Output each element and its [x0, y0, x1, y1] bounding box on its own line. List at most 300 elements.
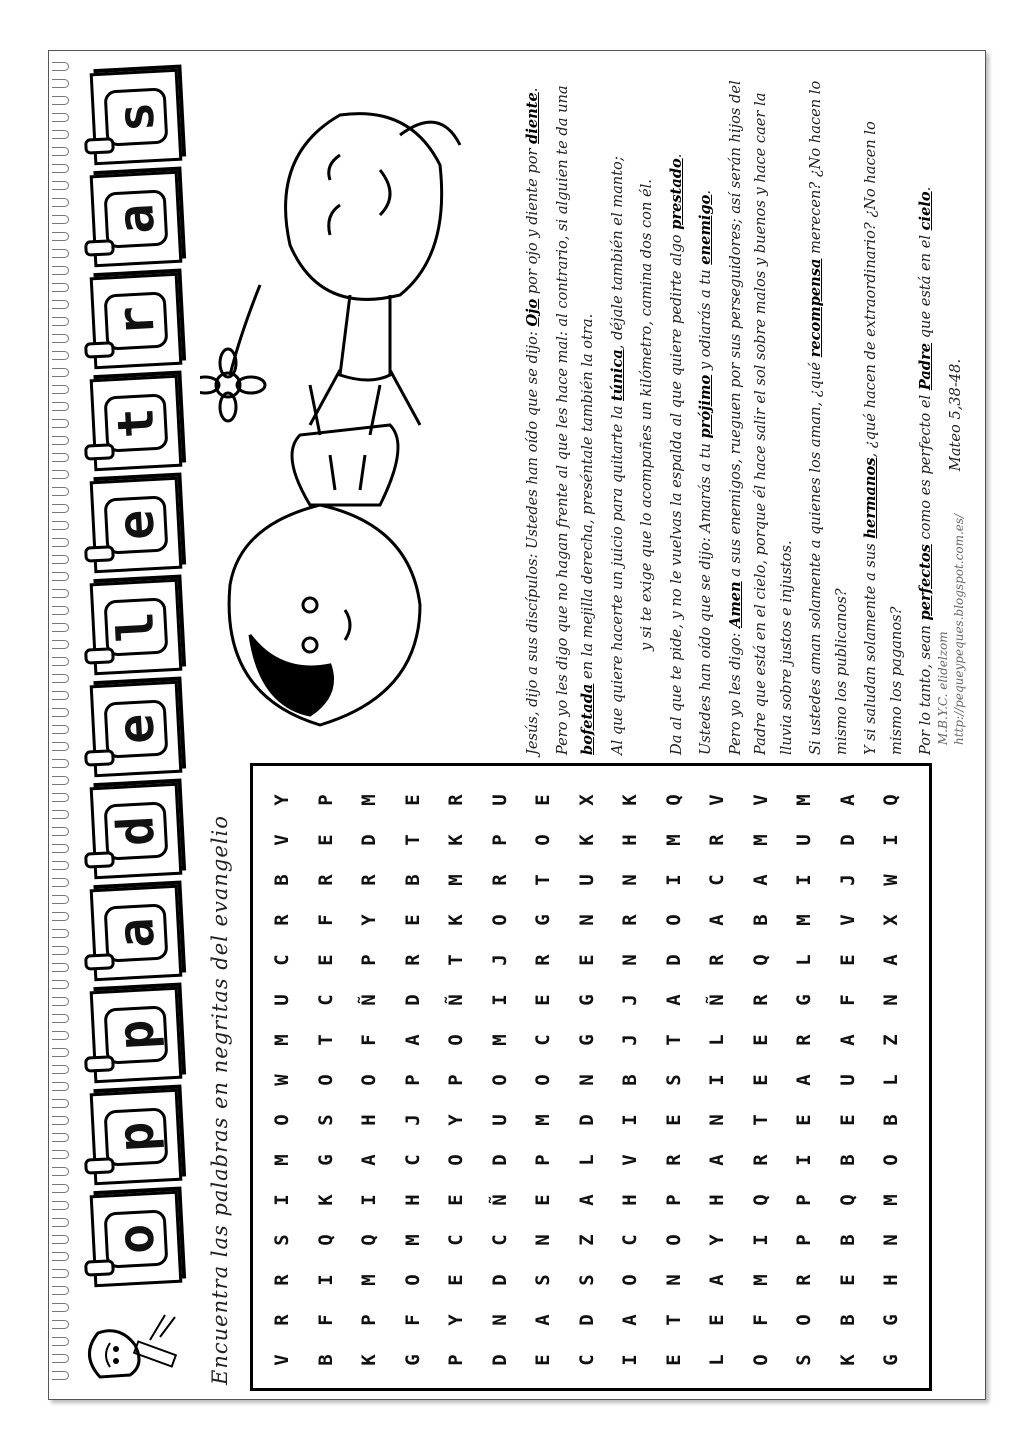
spiral-ring [52, 147, 69, 156]
text-segment: como es perfecto el [917, 390, 934, 545]
grid-cell[interactable]: B [619, 1074, 641, 1086]
grid-cell[interactable]: A [662, 994, 685, 1006]
spiral-ring [52, 1082, 69, 1091]
grid-cell[interactable]: J [401, 1114, 424, 1126]
grid-cell[interactable]: A [706, 914, 728, 926]
grid-cell[interactable]: G [575, 1034, 598, 1046]
spiral-ring [52, 708, 69, 717]
grid-cell[interactable]: A [401, 1034, 424, 1046]
grid-cell[interactable]: K [314, 1194, 337, 1206]
grid-cell[interactable]: O [532, 834, 554, 846]
grid-cell[interactable]: O [793, 1314, 815, 1326]
spiral-ring [52, 759, 69, 768]
grid-cell[interactable]: A [793, 1074, 815, 1086]
grid-cell[interactable]: G [575, 994, 598, 1006]
grid-cell[interactable]: B [880, 1114, 902, 1126]
grid-cell[interactable]: B [271, 874, 293, 886]
spiral-ring [52, 351, 69, 360]
grid-cell[interactable]: U [271, 994, 293, 1006]
grid-cell[interactable]: M [749, 1274, 772, 1286]
gospel-paragraph-3 [605, 75, 631, 755]
grid-cell[interactable]: E [445, 1194, 467, 1206]
grid-cell[interactable]: I [619, 1354, 641, 1366]
grid-cell[interactable]: W [271, 1074, 293, 1086]
grid-cell[interactable]: O [488, 914, 511, 926]
grid-cell[interactable]: G [532, 914, 554, 926]
text-segment: y odiarás a tu [697, 264, 714, 375]
grid-cell[interactable]: A [836, 794, 859, 806]
grid-cell[interactable]: A [706, 1274, 728, 1286]
grid-cell[interactable]: D [401, 994, 424, 1006]
grid-cell[interactable]: T [314, 1034, 337, 1046]
grid-cell[interactable]: D [836, 834, 859, 846]
title-letter-tile [90, 69, 183, 165]
grid-cell[interactable]: J [619, 994, 641, 1006]
grid-row [263, 780, 301, 1380]
title-letter: d [104, 801, 169, 860]
grid-cell[interactable]: N [880, 1234, 902, 1246]
grid-cell[interactable]: H [880, 1274, 902, 1286]
grid-cell[interactable]: E [706, 1314, 728, 1326]
spiral-ring [52, 266, 69, 275]
gospel-paragraph-2 [550, 75, 601, 755]
grid-cell[interactable]: S [532, 1274, 554, 1286]
grid-cell[interactable]: Y [445, 1114, 467, 1126]
blog-url[interactable]: http://pequeypeques.blogspot.com.es/ [952, 513, 966, 745]
grid-cell[interactable]: G [793, 994, 815, 1006]
text-segment: que está en el [917, 230, 934, 343]
grid-cell[interactable]: I [880, 834, 902, 846]
grid-cell[interactable]: L [575, 1154, 598, 1166]
spiral-ring [52, 572, 69, 581]
grid-cell[interactable]: O [314, 1074, 337, 1086]
grid-cell[interactable]: R [793, 1274, 815, 1286]
grid-cell[interactable]: B [401, 874, 424, 886]
grid-cell[interactable]: N [575, 1074, 598, 1086]
paper-clip-icon [84, 545, 115, 563]
spiral-ring [52, 504, 69, 513]
grid-cell[interactable]: C [619, 1234, 641, 1246]
bold-keyword: diente [524, 92, 541, 144]
title-letter-tile [90, 579, 183, 675]
grid-cell[interactable]: D [575, 1314, 598, 1326]
grid-cell[interactable]: Q [749, 1194, 772, 1206]
grid-cell[interactable]: O [662, 1234, 685, 1246]
grid-cell[interactable]: R [706, 954, 728, 966]
grid-cell[interactable]: C [532, 1034, 554, 1046]
grid-cell[interactable]: F [749, 1314, 772, 1326]
grid-cell[interactable]: Q [662, 794, 685, 806]
grid-cell[interactable]: N [619, 954, 641, 966]
grid-cell[interactable]: S [271, 1234, 293, 1246]
grid-cell[interactable]: L [880, 1074, 902, 1086]
spiral-ring [52, 96, 69, 105]
grid-cell[interactable]: O [445, 1034, 467, 1046]
grid-cell[interactable]: I [619, 1114, 641, 1126]
grid-cell[interactable]: G [314, 1154, 337, 1166]
grid-cell[interactable]: N [532, 1234, 554, 1246]
grid-cell[interactable]: R [662, 1154, 685, 1166]
grid-cell[interactable]: E [662, 1354, 685, 1366]
grid-cell[interactable]: E [532, 1354, 554, 1366]
grid-cell[interactable]: L [706, 1034, 728, 1046]
grid-cell[interactable]: A [749, 874, 772, 886]
grid-cell[interactable]: C [271, 954, 293, 966]
grid-cell[interactable]: K [575, 834, 598, 846]
grid-cell[interactable]: M [793, 914, 815, 926]
grid-cell[interactable]: Q [314, 1234, 337, 1246]
title-letter-tile [90, 477, 183, 573]
grid-cell[interactable]: T [532, 874, 554, 886]
grid-cell[interactable]: P [401, 1074, 424, 1086]
spiral-ring [52, 62, 69, 71]
grid-cell[interactable]: N [662, 1274, 685, 1286]
grid-cell[interactable]: I [749, 1234, 772, 1246]
grid-cell[interactable]: B [836, 1234, 859, 1246]
grid-cell[interactable]: O [401, 1274, 424, 1286]
grid-cell[interactable]: E [836, 1274, 859, 1286]
grid-cell[interactable]: Q [880, 794, 902, 806]
grid-cell[interactable]: E [314, 834, 337, 846]
wordsearch-grid[interactable] [250, 763, 932, 1391]
grid-cell[interactable]: R [271, 914, 293, 926]
bold-keyword: bofetada [579, 683, 596, 755]
grid-cell[interactable]: V [749, 794, 772, 806]
spiral-ring [52, 436, 69, 445]
spiral-ring [52, 402, 69, 411]
grid-cell[interactable]: K [619, 794, 641, 806]
grid-cell[interactable]: F [401, 1314, 424, 1326]
grid-cell[interactable]: H [619, 834, 641, 846]
grid-row [524, 780, 562, 1380]
bold-keyword: prestado [667, 158, 685, 230]
grid-row [611, 780, 649, 1380]
grid-cell[interactable]: L [706, 1354, 728, 1366]
title-letter: s [104, 87, 169, 146]
grid-cell[interactable]: M [662, 834, 685, 846]
grid-cell[interactable]: U [793, 834, 815, 846]
grid-cell[interactable]: R [271, 1274, 293, 1286]
grid-cell[interactable]: P [314, 794, 337, 806]
grid-cell[interactable]: E [575, 954, 598, 966]
grid-cell[interactable]: M [401, 1234, 424, 1246]
grid-cell[interactable]: I [271, 1194, 293, 1206]
grid-cell[interactable]: G [880, 1314, 902, 1326]
grid-cell[interactable]: D [488, 1274, 511, 1286]
grid-cell[interactable]: T [401, 834, 424, 846]
grid-cell[interactable]: U [836, 1074, 859, 1086]
spiral-ring [52, 198, 69, 207]
grid-cell[interactable]: X [880, 914, 902, 926]
paper-clip-icon [84, 239, 115, 257]
grid-cell[interactable]: U [488, 1114, 511, 1126]
grid-cell[interactable]: O [488, 1074, 511, 1086]
grid-cell[interactable]: P [445, 1354, 467, 1366]
grid-cell[interactable]: S [575, 1274, 598, 1286]
spiral-ring [52, 1286, 69, 1295]
grid-cell[interactable]: Z [880, 1034, 902, 1046]
grid-cell[interactable]: I [706, 1074, 728, 1086]
text-segment: Ustedes han oído que se dijo: Amarás a tu [697, 438, 714, 755]
grid-cell[interactable]: B [749, 914, 772, 926]
grid-cell[interactable]: M [445, 874, 467, 886]
bold-keyword: perfectos [917, 544, 934, 621]
grid-cell[interactable]: I [793, 1154, 815, 1166]
paper-clip-icon [84, 137, 115, 155]
grid-cell[interactable]: V [706, 794, 728, 806]
grid-cell[interactable]: M [271, 1034, 293, 1046]
grid-cell[interactable]: N [488, 1314, 511, 1326]
grid-cell[interactable]: M [358, 794, 380, 806]
title-letter: e [104, 699, 169, 758]
grid-cell[interactable]: P [793, 1194, 815, 1206]
grid-cell[interactable]: T [662, 1314, 685, 1326]
grid-cell[interactable]: R [749, 994, 772, 1006]
spiral-ring [52, 1218, 69, 1227]
grid-cell[interactable]: O [662, 914, 685, 926]
grid-cell[interactable]: H [358, 1114, 380, 1126]
spiral-ring [52, 657, 69, 666]
grid-cell[interactable]: A [575, 1194, 598, 1206]
grid-cell[interactable]: R [445, 794, 467, 806]
grid-cell[interactable]: T [445, 954, 467, 966]
grid-cell[interactable]: M [271, 1154, 293, 1166]
grid-cell[interactable]: Ñ [488, 1194, 511, 1206]
spiral-ring [52, 215, 69, 224]
grid-cell[interactable]: E [836, 1114, 859, 1126]
grid-cell[interactable]: B [836, 1314, 859, 1326]
grid-cell[interactable]: S [793, 1354, 815, 1366]
bold-keyword: cielo [917, 191, 934, 231]
grid-cell[interactable]: D [488, 1354, 511, 1366]
grid-cell[interactable]: P [358, 1314, 380, 1326]
grid-cell[interactable]: F [314, 914, 337, 926]
grid-cell[interactable]: E [532, 1194, 554, 1206]
spiral-ring [52, 844, 69, 853]
spiral-ring [52, 895, 69, 904]
grid-cell[interactable]: J [488, 954, 511, 966]
grid-cell[interactable]: O [532, 1074, 554, 1086]
grid-cell[interactable]: G [401, 1354, 424, 1366]
title-letter-tile [90, 171, 183, 267]
grid-cell[interactable]: O [271, 1114, 293, 1126]
grid-cell[interactable]: B [836, 1154, 859, 1166]
grid-cell[interactable]: Y [706, 1234, 728, 1246]
grid-cell[interactable]: L [793, 954, 815, 966]
grid-cell[interactable]: E [749, 1034, 772, 1046]
bold-keyword: recompensa [807, 258, 824, 358]
grid-cell[interactable]: I [662, 874, 685, 886]
grid-cell[interactable]: K [358, 1354, 380, 1366]
title-letter-tile [90, 885, 183, 981]
grid-cell[interactable]: Q [358, 1234, 380, 1246]
bold-keyword: Amen [726, 581, 744, 628]
grid-cell[interactable]: E [401, 914, 424, 926]
spiral-ring [52, 555, 69, 564]
grid-row [307, 780, 345, 1380]
grid-cell[interactable]: A [532, 1314, 554, 1326]
grid-cell[interactable]: M [358, 1274, 380, 1286]
grid-cell[interactable]: P [662, 1194, 685, 1206]
grid-cell[interactable]: R [358, 874, 380, 886]
grid-cell[interactable]: O [880, 1154, 902, 1166]
grid-cell[interactable]: C [706, 874, 728, 886]
grid-cell[interactable]: T [749, 1114, 772, 1126]
grid-cell[interactable]: P [445, 1074, 467, 1086]
grid-cell[interactable]: J [836, 874, 859, 886]
spiral-ring [52, 1014, 69, 1023]
grid-cell[interactable]: E [532, 794, 554, 806]
gospel-text [520, 75, 964, 755]
paper-clip-icon [84, 647, 115, 665]
grid-cell[interactable]: A [880, 954, 902, 966]
gospel-paragraph-6 [693, 75, 719, 755]
grid-cell[interactable]: R [488, 874, 511, 886]
grid-cell[interactable]: I [793, 874, 815, 886]
grid-cell[interactable]: A [619, 1314, 641, 1326]
spiral-ring [52, 1184, 69, 1193]
title-letter: e [104, 495, 169, 554]
grid-cell[interactable]: C [575, 1354, 598, 1366]
grid-cell[interactable]: U [488, 794, 511, 806]
grid-cell[interactable]: P [532, 1154, 554, 1166]
spiral-ring [52, 674, 69, 683]
grid-cell[interactable]: R [793, 1034, 815, 1046]
grid-cell[interactable]: O [619, 1274, 641, 1286]
grid-cell[interactable]: R [271, 1314, 293, 1326]
grid-cell[interactable]: V [271, 1354, 293, 1366]
grid-cell[interactable]: W [880, 874, 902, 886]
grid-cell[interactable]: O [749, 1354, 772, 1366]
grid-cell[interactable]: V [271, 834, 293, 846]
grid-cell[interactable]: Y [271, 794, 293, 806]
grid-cell[interactable]: R [401, 954, 424, 966]
text-segment: . [917, 186, 934, 192]
grid-cell[interactable]: K [445, 834, 467, 846]
spiral-ring [52, 249, 69, 258]
grid-cell[interactable]: E [401, 794, 424, 806]
grid-cell[interactable]: N [575, 914, 598, 926]
grid-cell[interactable]: B [314, 1354, 337, 1366]
grid-cell[interactable]: Y [445, 1314, 467, 1326]
grid-cell[interactable]: M [793, 794, 815, 806]
grid-cell[interactable]: Ñ [358, 994, 380, 1006]
grid-cell[interactable]: I [358, 1194, 380, 1206]
grid-cell[interactable]: E [662, 1114, 685, 1126]
grid-cell[interactable]: D [488, 1154, 511, 1166]
grid-cell[interactable]: Y [358, 914, 380, 926]
spiral-ring [52, 878, 69, 887]
grid-cell[interactable]: R [532, 954, 554, 966]
grid-cell[interactable]: D [662, 954, 685, 966]
grid-cell[interactable]: E [532, 994, 554, 1006]
grid-cell[interactable]: A [706, 1154, 728, 1166]
grid-cell[interactable]: F [836, 994, 859, 1006]
bold-keyword: túnica [608, 349, 626, 402]
grid-cell[interactable]: R [706, 834, 728, 846]
grid-cell[interactable]: F [358, 1034, 380, 1046]
grid-cell[interactable]: H [401, 1194, 424, 1206]
grid-cell[interactable]: D [575, 1114, 598, 1126]
grid-cell[interactable]: C [314, 994, 337, 1006]
grid-cell[interactable]: R [619, 914, 641, 926]
grid-cell[interactable]: Q [749, 954, 772, 966]
grid-cell[interactable]: K [445, 914, 467, 926]
spiral-ring [52, 419, 69, 428]
gospel-paragraph-5 [664, 75, 690, 755]
spiral-ring [52, 283, 69, 292]
grid-cell[interactable]: O [358, 1074, 380, 1086]
grid-cell[interactable]: S [314, 1114, 337, 1126]
grid-cell[interactable]: C [445, 1234, 467, 1246]
grid-cell[interactable]: E [445, 1274, 467, 1286]
grid-cell[interactable]: H [619, 1194, 641, 1206]
spiral-ring [52, 1235, 69, 1244]
grid-cell[interactable]: N [880, 994, 902, 1006]
grid-cell[interactable]: A [358, 1154, 380, 1166]
grid-cell[interactable]: C [401, 1154, 424, 1166]
grid-cell[interactable]: R [314, 874, 337, 886]
grid-cell[interactable]: E [314, 954, 337, 966]
grid-cell[interactable]: U [575, 874, 598, 886]
grid-cell[interactable]: A [836, 1034, 859, 1046]
gospel-paragraph-1 [520, 75, 546, 755]
grid-cell[interactable]: M [488, 1034, 511, 1046]
title-letter: o [104, 1209, 169, 1268]
grid-cell[interactable]: Q [836, 1194, 859, 1206]
grid-cell[interactable]: S [662, 1074, 685, 1086]
spiral-ring [52, 980, 69, 989]
spiral-ring [52, 742, 69, 751]
grid-cell[interactable]: M [532, 1114, 554, 1126]
grid-cell[interactable]: P [793, 1234, 815, 1246]
grid-cell[interactable]: N [706, 1114, 728, 1126]
grid-cell[interactable]: Ñ [445, 994, 467, 1006]
grid-cell[interactable]: Ñ [706, 994, 728, 1006]
grid-cell[interactable]: V [836, 914, 859, 926]
gospel-paragraph-4: y si te exige que lo acompañes un kilómetro, camina dos con él. [638, 179, 655, 651]
paper-clip-icon [84, 851, 115, 869]
grid-cell[interactable]: K [836, 1354, 859, 1366]
grid-cell[interactable]: T [662, 1034, 685, 1046]
grid-cell[interactable]: R [749, 1154, 772, 1166]
grid-cell[interactable]: E [836, 954, 859, 966]
grid-cell[interactable]: E [749, 1074, 772, 1086]
grid-cell[interactable]: M [880, 1194, 902, 1206]
grid-cell[interactable]: O [445, 1154, 467, 1166]
grid-cell[interactable]: I [314, 1274, 337, 1286]
grid-cell[interactable]: F [314, 1314, 337, 1326]
grid-cell[interactable]: J [619, 1034, 641, 1046]
spiral-ring [52, 1337, 69, 1346]
title-letter: l [104, 597, 169, 656]
grid-cell[interactable]: M [749, 834, 772, 846]
grid-cell[interactable]: Z [575, 1234, 598, 1246]
grid-cell[interactable]: G [880, 1354, 902, 1366]
grid-cell[interactable]: P [488, 834, 511, 846]
grid-cell[interactable]: P [358, 954, 380, 966]
grid-cell[interactable]: X [575, 794, 598, 806]
grid-cell[interactable]: H [706, 1194, 728, 1206]
grid-cell[interactable]: C [488, 1234, 511, 1246]
grid-cell[interactable]: V [619, 1154, 641, 1166]
title-letter: r [104, 291, 169, 350]
grid-cell[interactable]: D [358, 834, 380, 846]
title-letter-tile [90, 681, 183, 777]
grid-cell[interactable]: N [619, 874, 641, 886]
grid-cell[interactable]: E [793, 1114, 815, 1126]
grid-cell[interactable]: I [488, 994, 511, 1006]
